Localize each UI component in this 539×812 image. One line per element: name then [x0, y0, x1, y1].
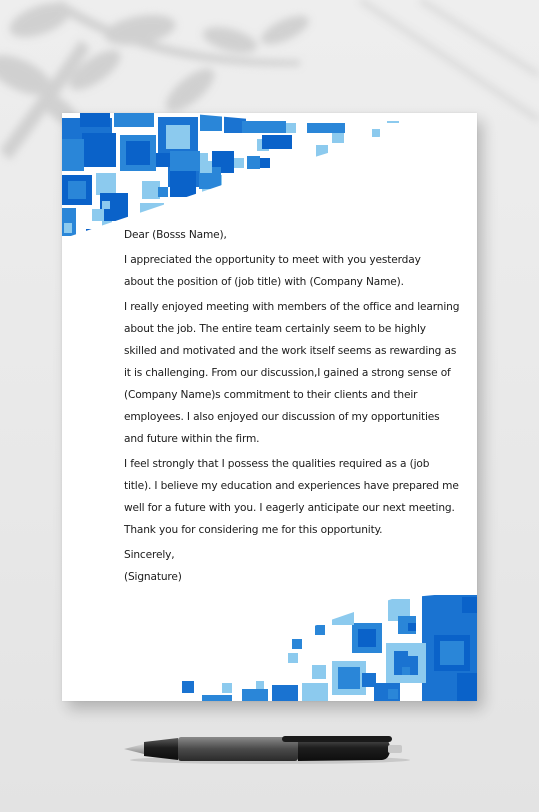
closing-block: [124, 544, 424, 588]
letter-body: [124, 224, 460, 591]
paragraph-line: I feel strongly that I possess the qualities required as a (job: [124, 458, 430, 470]
paragraph-line: Thank you for considering me for this opportunity.: [124, 524, 383, 536]
paragraph-line: well for a future with you. I eagerly anticipate our next meeting.: [124, 502, 455, 514]
signature-text: (Signature): [124, 571, 182, 583]
paragraph-line: it is challenging. From our discussion,I gained a strong sense of: [124, 367, 451, 379]
paragraph-1: [124, 249, 424, 293]
salutation: [124, 224, 424, 246]
paragraph-line: about the position of (job title) with (Company Name).: [124, 276, 404, 288]
paragraph-2: [124, 296, 460, 450]
paragraph-line: and future within the firm.: [124, 433, 260, 445]
salutation-text: Dear (Bosss Name),: [124, 229, 227, 241]
paragraph-line: about the job. The entire team certainly seem to be highly: [124, 323, 426, 335]
paragraph-line: title). I believe my education and experiences have prepared me: [124, 480, 459, 492]
paragraph-line: employees. I also enjoyed our discussion of my opportunities: [124, 411, 440, 423]
paragraph-line: I appreciated the opportunity to meet with you yesterday: [124, 254, 421, 266]
paragraph-3: [124, 453, 459, 541]
paragraph-line: (Company Name)s commitment to their clients and their: [124, 389, 418, 401]
closing-text: Sincerely,: [124, 549, 175, 561]
paragraph-line: I really enjoyed meeting with members of the office and learning: [124, 301, 460, 313]
paragraph-line: skilled and motivated and the work itself seems as rewarding as: [124, 345, 457, 357]
pen-icon: [120, 730, 410, 770]
